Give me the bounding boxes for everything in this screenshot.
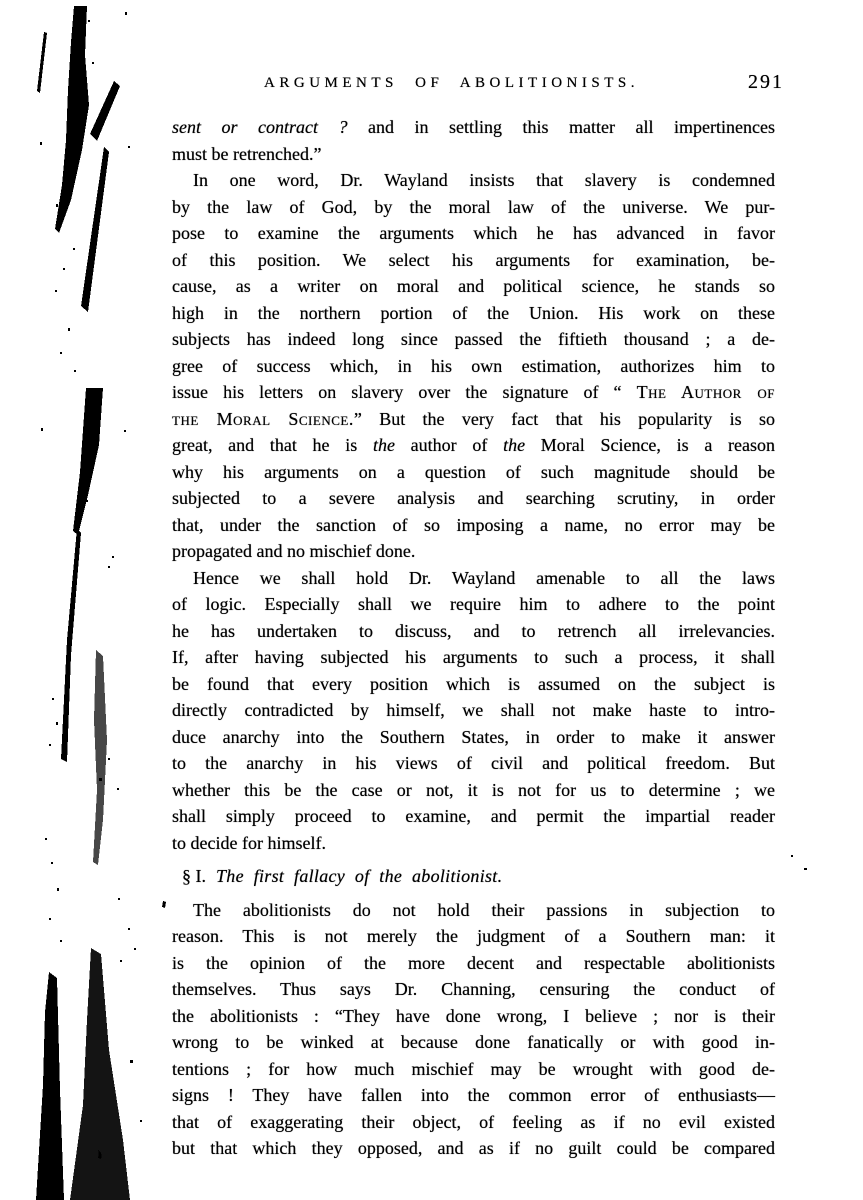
text-line: whether this be the case or not, it is not for us to determine ; we xyxy=(172,779,775,800)
text-line: be found that every position which is assumed on the subject is xyxy=(172,673,775,694)
text-line: Hence we shall hold Dr. Wayland amenable to all the laws xyxy=(193,567,775,588)
text-line: by the law of God, by the moral law of the universe. We pur- xyxy=(172,196,775,217)
text-line: that of exaggerating their object, of feeling as if no evil existed xyxy=(172,1111,775,1132)
text-line: subjects has indeed long since passed the fiftieth thousand ; a de- xyxy=(172,329,775,349)
text-line: that, under the sanction of so imposing a name, no error may be xyxy=(172,514,775,535)
text-line: pose to examine the arguments which he has advanced in favor xyxy=(172,223,775,243)
text-line: why his arguments on a question of such magnitude should be xyxy=(172,461,775,482)
paragraph xyxy=(172,565,775,857)
text-line: the abolitionists : “They have done wrong, I believe ; nor is their xyxy=(172,1005,775,1026)
text-line: wrong to be winked at because done fanatically or with good in- xyxy=(172,1032,775,1052)
section-title: The first fallacy of the abolitionist. xyxy=(216,866,503,886)
text-line: shall simply proceed to examine, and permit the impartial reader xyxy=(172,806,775,826)
text-line: must be retrenched.” xyxy=(172,143,322,164)
text-line: The abolitionists do not hold their passions in subjection to xyxy=(193,899,775,920)
text-line: he has undertaken to discuss, and to retrench all irrelevancies. xyxy=(172,620,775,641)
text-line: tentions ; for how much mischief may be wrought with good de- xyxy=(172,1058,775,1079)
text-line: to the anarchy in his views of civil and political freedom. But xyxy=(172,753,775,773)
text-line: issue his letters on slavery over the signature of “ The Author of xyxy=(172,382,775,402)
text-line: directly contradicted by himself, we shall not make haste to intro- xyxy=(172,700,775,720)
text-line: If, after having subjected his arguments to such a process, it shall xyxy=(172,647,775,667)
running-title: ARGUMENTS OF ABOLITIONISTS. xyxy=(264,75,639,91)
text-line: In one word, Dr. Wayland insists that slavery is condemned xyxy=(193,170,775,190)
text-line: propagated and no mischief done. xyxy=(172,541,416,561)
text-line: great, and that he is the author of the Moral Science, is a reason xyxy=(172,435,776,455)
text-line: signs ! They have fallen into the common error of enthusiasts— xyxy=(172,1085,775,1105)
text-line: of this position. We select his arguments for examination, be- xyxy=(172,249,775,270)
text-line: subjected to a severe analysis and searching scrutiny, in order xyxy=(172,488,775,508)
text-line: the Moral Science.” But the very fact that his popularity is so xyxy=(172,408,776,429)
text-line: high in the northern portion of the Union. His work on these xyxy=(172,302,775,323)
text-line: of logic. Especially shall we require him to adhere to the point xyxy=(172,594,775,614)
text-line: duce anarchy into the Southern States, in order to make it answer xyxy=(172,726,775,747)
paragraph xyxy=(172,167,775,565)
text-line: sent or contract ? and in settling this matter all impertinences xyxy=(172,117,775,137)
text-line: themselves. Thus says Dr. Channing, censuring the conduct of xyxy=(172,979,775,999)
text-line: to decide for himself. xyxy=(172,832,326,853)
section-number: § I. xyxy=(182,866,206,886)
paragraph xyxy=(172,114,775,167)
section-heading xyxy=(182,863,775,890)
text-line: is the opinion of the more decent and respectable abolitionists xyxy=(172,952,775,973)
text-line: gree of success which, in his own estimation, authorizes him to xyxy=(172,355,775,376)
text-line: reason. This is not merely the judgment of a Southern man: it xyxy=(172,926,775,946)
text-block xyxy=(172,114,775,1162)
paragraph xyxy=(172,897,775,1162)
text-line: but that which they opposed, and as if no guilt could be compared xyxy=(172,1138,775,1158)
page-number: 291 xyxy=(748,71,784,93)
text-line: cause, as a writer on moral and political science, he stands so xyxy=(172,276,775,296)
